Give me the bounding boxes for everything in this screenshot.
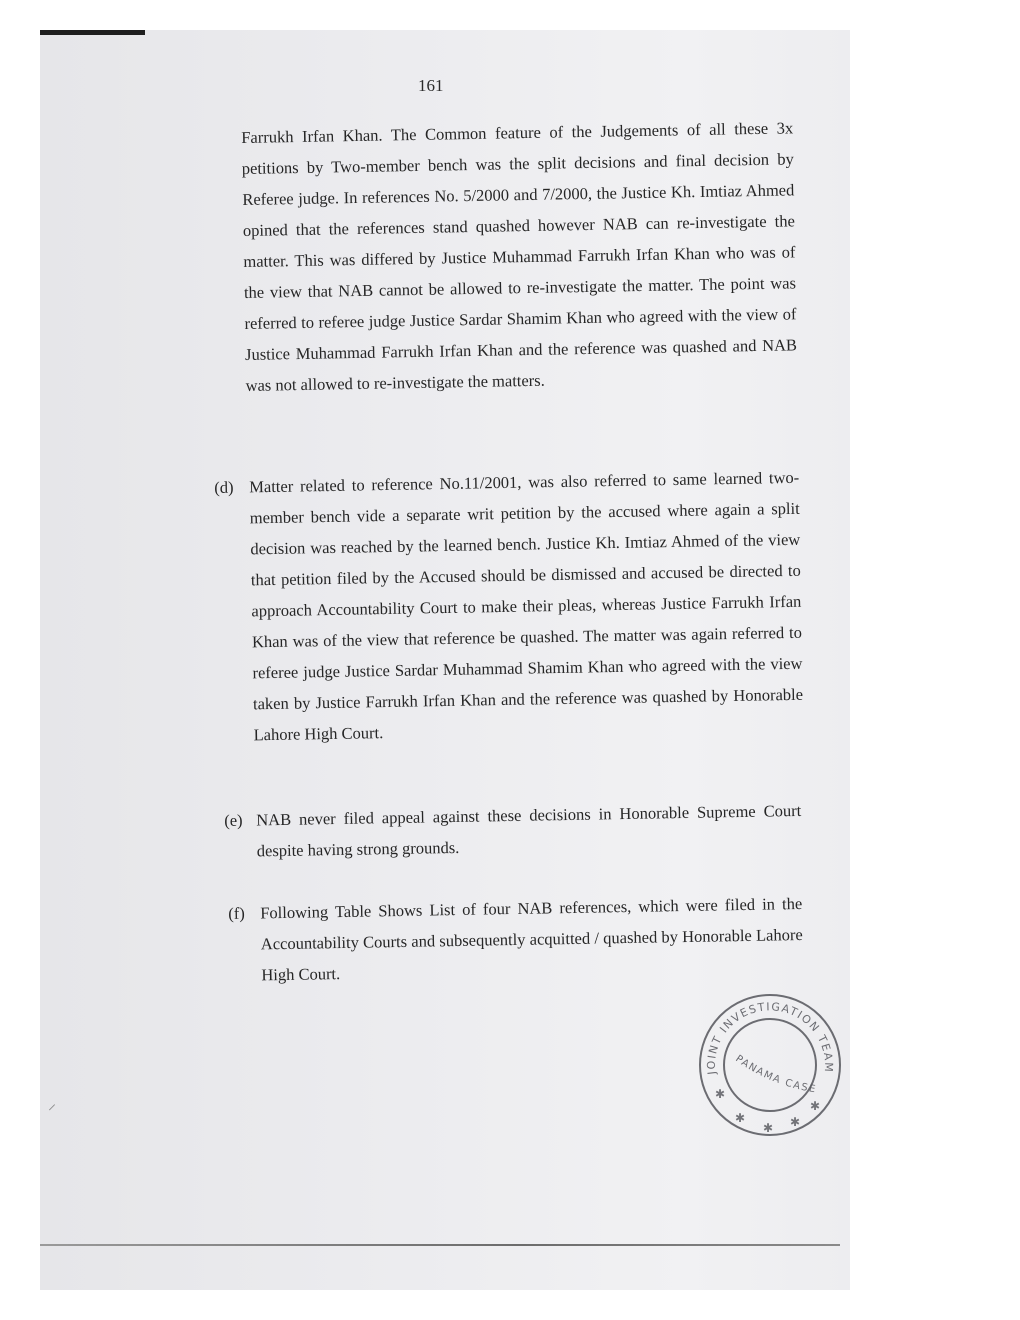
page-bottom-edge — [40, 1244, 840, 1246]
svg-text:✱: ✱ — [735, 1111, 746, 1125]
stamp-seal-icon — [695, 990, 845, 1140]
item-label: (f) — [228, 903, 245, 923]
page-top-edge — [40, 30, 145, 35]
item-text: Matter related to reference No.11/2001, was also referred to same learned two-member bench vide a separate writ petition by the accused where again a split decision was reached by the learned bench. Justice Kh. Imtiaz Ahmed of the view that petition filed by the Accused should be dismissed and accused be directed to approach Accountability Court to make their pleas, whereas Justice Farrukh Irfan Khan was of the view that reference be quashed. The matter was again referred to referee judge Justice Sardar Muhammad Shamim Khan who agreed with the view taken by Justice Farrukh Irfan Khan and the reference was quashed by Honorable Lahore High Court. — [249, 467, 804, 745]
svg-text:✱: ✱ — [763, 1121, 774, 1135]
margin-mark: ⸝ — [48, 1096, 57, 1113]
intro-paragraph: Farrukh Irfan Khan. The Common feature of the Judgements of all these 3x petitions by Two-member bench was the split decisions and final decision by Referee judge. In references No. 5/2000 and 7/2000, the Justice Kh. Imtiaz Ahmed opined that the references stand quashed however NAB can re-investigate the matter. This was differed by Justice Muhammad Farrukh Irfan Khan who was of the view that NAB cannot be allowed to re-investigate the matter. The point was referred to referee judge Justice Sardar Shamim Khan who agreed with the view of Justice Muhammad Farrukh Irfan Khan and the reference was quashed and NAB was not allowed to re-investigate the matters. — [241, 118, 798, 395]
page-number: 161 — [418, 76, 444, 95]
stamp-outer-text: JOINT INVESTIGATION TEAM — [704, 1000, 836, 1076]
svg-text:✱: ✱ — [790, 1115, 801, 1129]
svg-text:✱: ✱ — [715, 1087, 726, 1101]
svg-text:✱: ✱ — [810, 1099, 821, 1113]
item-text: NAB never filed appeal against these decisions in Honorable Supreme Court despite having strong grounds. — [256, 800, 802, 861]
item-label: (d) — [214, 477, 234, 497]
document-photo — [40, 30, 850, 1290]
stamp-inner-text: PANAMA CASE — [733, 1053, 818, 1096]
jit-stamp — [695, 990, 845, 1140]
item-text: Following Table Shows List of four NAB references, which were filed in the Accountability Courts and subsequently acquitted / quashed by Honorable Lahore High Court. — [260, 893, 803, 985]
item-label: (e) — [224, 810, 243, 830]
svg-text:PANAMA CASE — [733, 1053, 817, 1095]
